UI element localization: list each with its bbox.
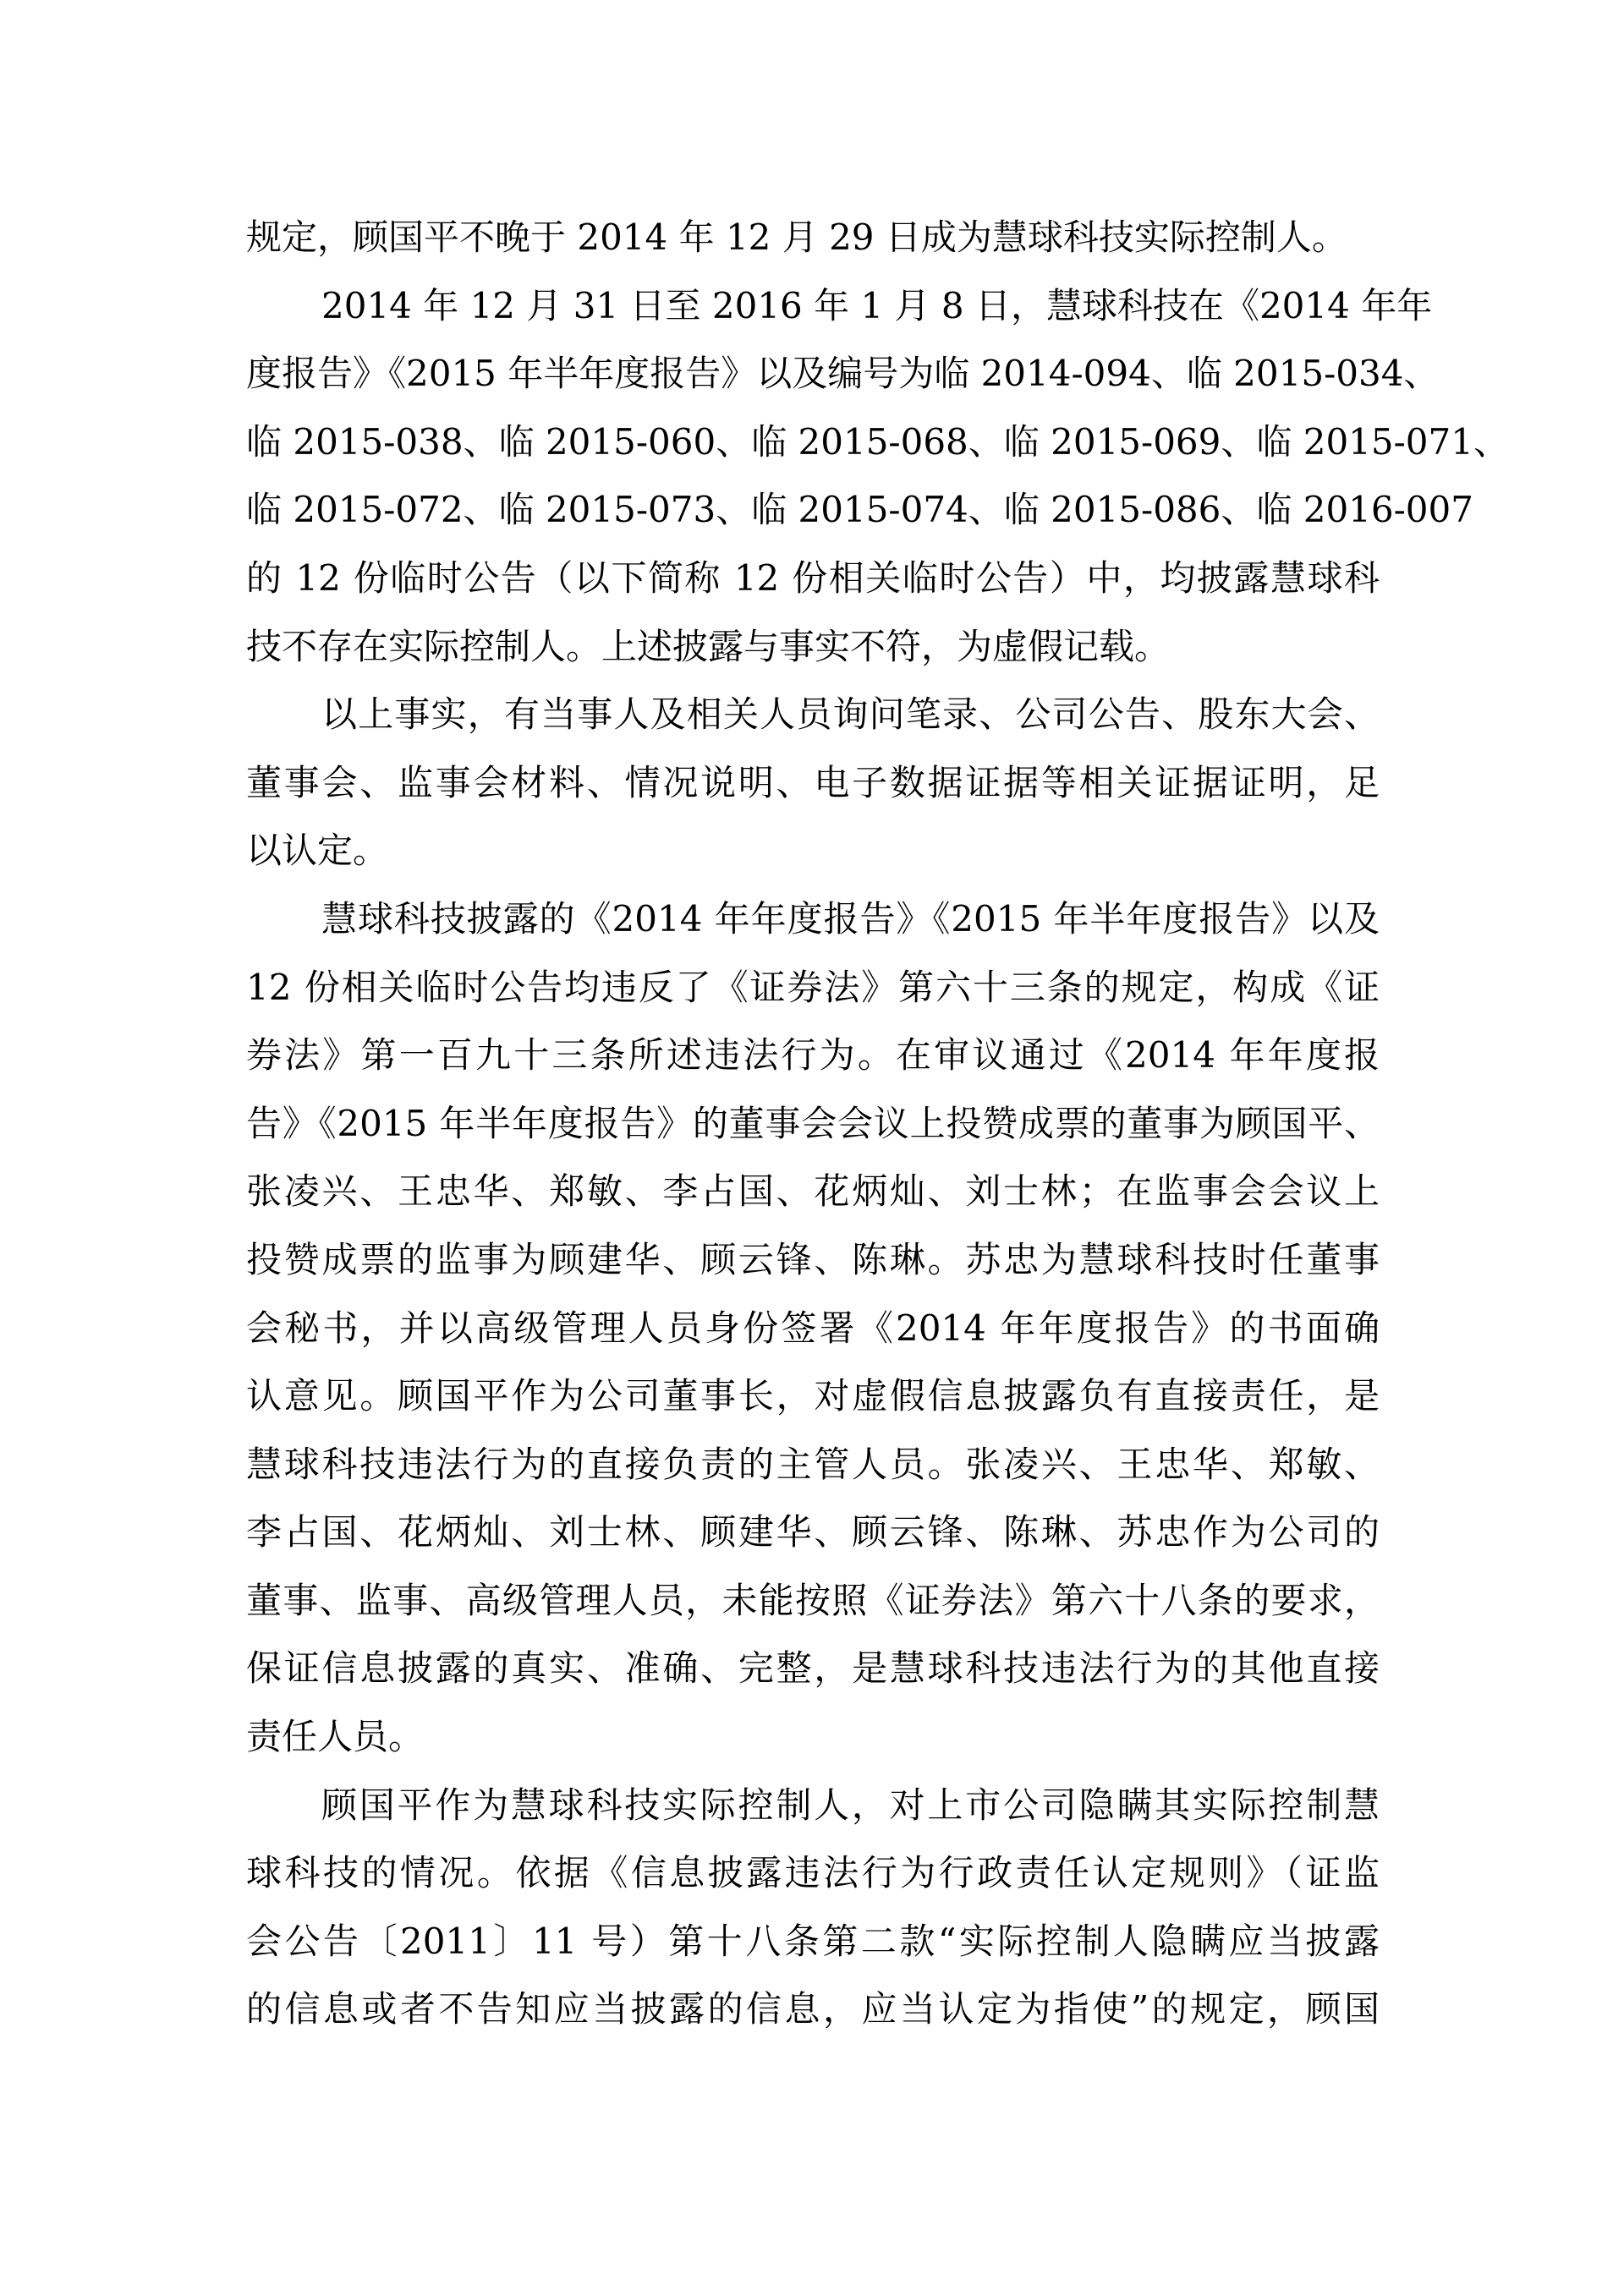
text-line: 以上事实，有当事人及相关人员询问笔录、公司公告、股东大会、 (321, 693, 1380, 736)
text-line: 会公告〔2011〕11 号）第十八条第二款“实际控制人隐瞒应当披露 (246, 1920, 1380, 1962)
text-line: 张凌兴、王忠华、郑敏、李占国、花炳灿、刘士林；在监事会会议上 (246, 1170, 1380, 1213)
text-line: 球科技的情况。依据《信息披露违法行为行政责任认定规则》（证监 (246, 1852, 1380, 1894)
text-line: 责任人员。 (246, 1716, 425, 1758)
text-line: 12 份相关临时公告均违反了《证券法》第六十三条的规定，构成《证 (246, 966, 1380, 1008)
text-line: 度报告》《2015 年半年度报告》以及编号为临 2014-094、临 2015-034、 (246, 353, 1440, 395)
text-line: 董事、监事、高级管理人员，未能按照《证券法》第六十八条的要求， (246, 1579, 1380, 1621)
paragraph-evidence (246, 681, 1380, 885)
text-line: 保证信息披露的真实、准确、完整，是慧球科技违法行为的其他直接 (246, 1647, 1380, 1690)
paragraph-responsible-persons (246, 885, 1380, 1772)
paragraph-actual-controller-date (246, 204, 1380, 272)
text-line: 顾国平作为慧球科技实际控制人，对上市公司隐瞒其实际控制慧 (321, 1784, 1380, 1826)
document-body (246, 204, 1509, 2044)
text-line: 慧球科技披露的《2014 年年度报告》《2015 年半年度报告》以及 (321, 897, 1380, 940)
text-line: 技不存在实际控制人。上述披露与事实不符，为虚假记载。 (246, 625, 1171, 667)
text-line: 的信息或者不告知应当披露的信息，应当认定为指使”的规定，顾国 (246, 1988, 1380, 2030)
text-line: 券法》第一百九十三条所述违法行为。在审议通过《2014 年年度报 (246, 1034, 1380, 1077)
text-line: 以认定。 (246, 830, 389, 872)
text-line: 2014 年 12 月 31 日至 2016 年 1 月 8 日，慧球科技在《2014 年年 (321, 284, 1433, 326)
text-line: 董事会、监事会材料、情况说明、电子数据证据等相关证据证明，足 (246, 761, 1380, 803)
text-line: 规定，顾国平不晚于 2014 年 12 月 29 日成为慧球科技实际控制人。 (246, 216, 1347, 258)
text-line: 认意见。顾国平作为公司董事长，对虚假信息披露负有直接责任，是 (246, 1375, 1380, 1417)
text-line: 临 2015-038、临 2015-060、临 2015-068、临 2015-069、临 2015-071、 (246, 420, 1509, 463)
text-line: 告》《2015 年半年度报告》的董事会会议上投赞成票的董事为顾国平、 (246, 1102, 1380, 1144)
text-line: 的 12 份临时公告（以下简称 12 份相关临时公告）中，均披露慧球科 (246, 556, 1380, 599)
text-line: 会秘书，并以高级管理人员身份签署《2014 年年度报告》的书面确 (246, 1307, 1380, 1349)
paragraph-false-disclosure (246, 272, 1509, 682)
text-line: 李占国、花炳灿、刘士林、顾建华、顾云锋、陈琳、苏忠作为公司的 (246, 1511, 1380, 1553)
text-line: 慧球科技违法行为的直接负责的主管人员。张凌兴、王忠华、郑敏、 (246, 1443, 1380, 1485)
text-line: 临 2015-072、临 2015-073、临 2015-074、临 2015-086、临 2016-007 (246, 489, 1473, 531)
paragraph-concealment (246, 1772, 1380, 2044)
text-line: 投赞成票的监事为顾建华、顾云锋、陈琳。苏忠为慧球科技时任董事 (246, 1238, 1380, 1280)
